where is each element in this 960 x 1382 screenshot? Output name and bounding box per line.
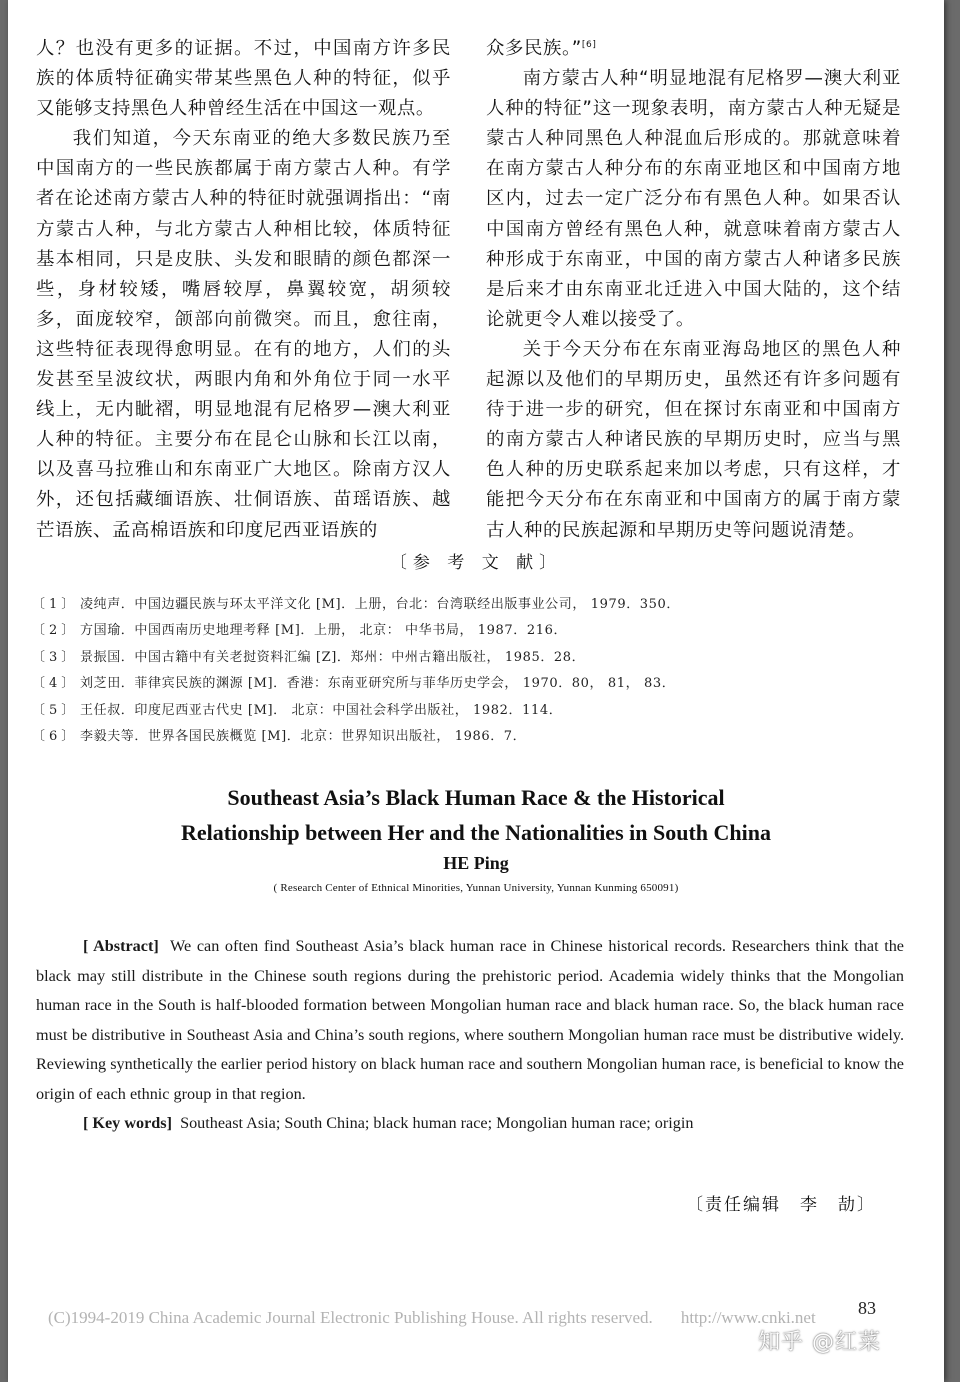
reference-text: 李毅夫等．世界各国民族概览 [M]．北京：世界知识出版社， 1986．7．	[80, 729, 527, 745]
abstract-label: [ Abstract]	[82, 937, 159, 955]
reference-item	[32, 724, 912, 750]
reference-number: 〔1〕	[32, 597, 79, 612]
reference-text: 景振国．中国古籍中有关老挝资料汇编 [Z]．郑州：中州古籍出版社， 1985．28．	[80, 649, 586, 665]
reference-item	[32, 698, 912, 724]
abstract-text: We can often find Southeast Asia’s black human race in Chinese historical records. Researchers think that the black may still distribute in the Chinese south regions during the prehistoric period. Academia widely thinks that the Mongolian human race in the South is half-blooded formation between Mongolian human race and black human race. So, the black human race must be distributive in Southeast Asia and China’s south regions, where southern Mongolian human race must be distributive widely. Reviewing synthetically the earlier period history on black human race and southern Mongolian human race, is beneficial to know the origin of each ethnic group in that region.	[36, 937, 904, 1103]
responsible-editor: 〔责任编辑 李 劼〕	[686, 1195, 876, 1215]
citation-mark: [6]	[581, 40, 597, 50]
keywords-paragraph	[36, 1109, 904, 1139]
reference-text: 凌纯声．中国边疆民族与环太平洋文化 [M]．上册，台北：台湾联经出版事业公司， 1979．350．	[80, 597, 681, 612]
references-heading: 〔参 考 文 献〕	[389, 553, 563, 573]
reference-number: 〔5〕	[32, 702, 79, 718]
journal-page	[8, 0, 944, 1382]
english-title-line-1: Southeast Asia’s Black Human Race & the Historical	[227, 785, 725, 810]
right-paragraph-2: 关于今天分布在东南亚海岛地区的黑色人种起源以及他们的早期历史，虽然还有许多问题有待于进一步的研究，但在探讨东南亚和中国南方的南方蒙古人种诸民族的早期历史时，应当与黑色人种的历史联系起来加以考虑，只有这样，才能把今天分布在东南亚和中国南方的属于南方蒙古人种的民族起源和早期历史等问题说清楚。	[486, 338, 901, 541]
author-affiliation: ( Research Center of Ethnical Minorities, Yunnan University, Yunnan Kunming 650091)	[273, 882, 679, 894]
reference-item	[32, 645, 912, 671]
right-column	[486, 34, 901, 546]
english-title	[8, 780, 944, 850]
reference-item	[32, 671, 912, 697]
reference-number: 〔3〕	[32, 649, 79, 665]
reference-number: 〔2〕	[32, 623, 79, 639]
left-paragraph-1: 人？也没有更多的证据。不过，中国南方许多民族的体质特征确实带某些黑色人种的特征，似乎又能够支持黑色人种曾经生活在中国这一观点。	[36, 38, 451, 120]
english-title-line-2: Relationship between Her and the Nationalities in South China	[180, 820, 771, 845]
right-first-line-text: 众多民族。”	[486, 38, 582, 59]
reference-text: 刘芝田．菲律宾民族的渊源 [M]．香港：东南亚研究所与菲华历史学会， 1970．80， 81， 83．	[80, 676, 676, 692]
references-list	[32, 592, 912, 750]
cnki-link[interactable]: http://www.cnki.net	[680, 1308, 816, 1327]
left-column	[36, 34, 451, 546]
copyright-text: (C)1994-2019 China Academic Journal Electronic Publishing House. All rights reserved.	[48, 1308, 653, 1327]
reference-item	[32, 618, 912, 644]
keywords-label: [ Key words]	[82, 1114, 172, 1132]
reference-number: 〔6〕	[32, 729, 79, 745]
author-name: HE Ping	[443, 853, 509, 873]
abstract-block	[36, 932, 904, 1139]
reference-text: 方国瑜．中国西南历史地理考释 [M]．上册， 北京： 中华书局， 1987．216．	[80, 623, 568, 639]
left-paragraph-2: 我们知道，今天东南亚的绝大多数民族乃至中国南方的一些民族都属于南方蒙古人种。有学者在论述南方蒙古人种的特征时就强调指出：“南方蒙古人种，与北方蒙古人种相比较，体质特征基本相同，只是皮肤、头发和眼睛的颜色都深一些，身材较矮，嘴唇较厚，鼻翼较宽，胡须较多，面庞较窄，颌部向前微突。而且，愈往南，这些特征表现得愈明显。在有的地方，人们的头发甚至呈波纹状，两眼内角和外角位于同一水平线上，无内眦褶，明显地混有尼格罗—澳大利亚人种的特征。主要分布在昆仑山脉和长江以南，以及喜马拉雅山和东南亚广大地区。除南方汉人外，还包括藏缅语族、壮侗语族、苗瑶语族、越芒语族、孟高棉语族和印度尼西亚语族的	[36, 128, 451, 541]
zhihu-watermark: 知乎 @红菜	[758, 1330, 881, 1355]
right-first-line	[486, 34, 901, 64]
reference-number: 〔4〕	[32, 676, 79, 692]
reference-item	[32, 592, 912, 618]
reference-text: 王任叔．印度尼西亚古代史 [M]． 北京：中国社会科学出版社， 1982．114．	[80, 702, 563, 718]
keywords-text: Southeast Asia; South China; black human race; Mongolian human race; origin	[180, 1114, 694, 1132]
page-number: 83	[858, 1298, 876, 1318]
right-paragraph-1: 南方蒙古人种“明显地混有尼格罗—澳大利亚人种的特征”这一现象表明，南方蒙古人种无疑是蒙古人种同黑色人种混血后形成的。那就意味着在南方蒙古人种分布的东南亚地区和中国南方地区内，过去一定广泛分布有黑色人种。如果否认中国南方曾经有黑色人种，就意味着南方蒙古人种形成于东南亚，中国的南方蒙古人种诸多民族是后来才由东南亚北迁进入中国大陆的，这个结论就更令人难以接受了。	[486, 68, 901, 330]
abstract-paragraph	[36, 932, 904, 1109]
